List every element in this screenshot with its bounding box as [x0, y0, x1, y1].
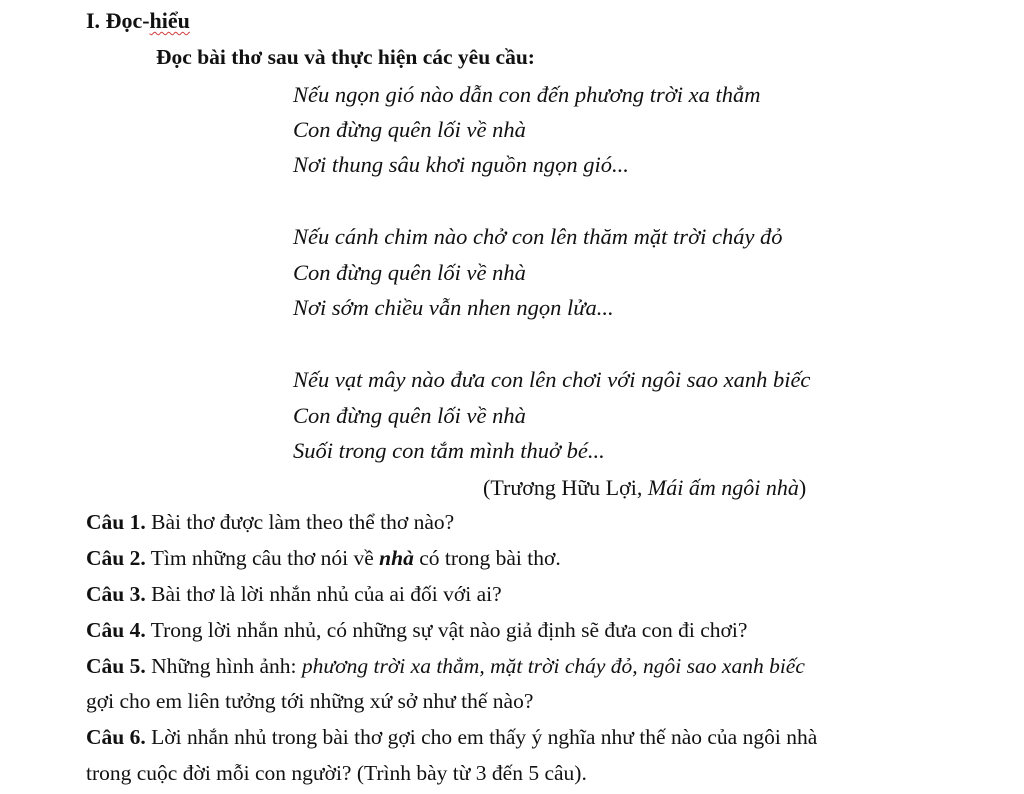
poem-line: Nơi thung sâu khơi nguồn ngọn gió...: [293, 152, 629, 177]
question-label: Câu 5.: [86, 654, 146, 678]
instruction-text: Đọc bài thơ sau và thực hiện các yêu cầu:: [156, 45, 535, 69]
question-text: Những hình ảnh:: [145, 654, 302, 678]
question-2: [86, 548, 561, 570]
question-6-continued: trong cuộc đời mỗi con người? (Trình bày từ 3 đến 5 câu).: [86, 761, 587, 785]
question-text: có trong bài thơ.: [413, 546, 561, 570]
question-6: [86, 727, 817, 749]
question-emphasis: nhà: [379, 546, 414, 570]
poem-line: Con đừng quên lối về nhà: [293, 260, 526, 285]
question-text: Bài thơ được làm theo thể thơ nào?: [145, 510, 455, 534]
poem-line: Nếu ngọn gió nào dẫn con đến phương trời xa thẳm: [293, 82, 761, 107]
question-label: Câu 2.: [86, 546, 146, 570]
question-1: [86, 512, 454, 534]
poem-citation: [483, 477, 806, 499]
question-label: Câu 1.: [86, 510, 146, 534]
citation-author: (Trương Hữu Lợi,: [483, 475, 648, 500]
question-text: Tìm những câu thơ nói về: [145, 546, 380, 570]
poem-line: Nơi sớm chiều vẫn nhen ngọn lửa...: [293, 295, 614, 320]
question-5-continued: gợi cho em liên tưởng tới những xứ sở như thế nào?: [86, 689, 534, 713]
question-label: Câu 4.: [86, 618, 146, 642]
question-text: Bài thơ là lời nhắn nhủ của ai đối với ai?: [145, 582, 502, 606]
section-title: Đọc-: [105, 8, 150, 33]
poem-line: Nếu vạt mây nào đưa con lên chơi với ngôi sao xanh biếc: [293, 367, 811, 392]
section-heading: [86, 10, 190, 32]
question-3: [86, 584, 502, 606]
question-label: Câu 3.: [86, 582, 146, 606]
question-text: Lời nhắn nhủ trong bài thơ gợi cho em thấy ý nghĩa như thế nào của ngôi nhà: [145, 725, 818, 749]
question-italic-phrase: phương trời xa thẳm, mặt trời cháy đỏ, ngôi sao xanh biếc: [301, 654, 805, 678]
poem-line: Suối trong con tắm mình thuở bé...: [293, 438, 605, 463]
poem-line: Nếu cánh chim nào chở con lên thăm mặt trời cháy đỏ: [293, 224, 783, 249]
poem-line: Con đừng quên lối về nhà: [293, 117, 526, 142]
spellcheck-flagged-word: hiểu: [149, 8, 190, 33]
question-5: [86, 656, 805, 678]
question-4: [86, 620, 747, 642]
poem-line: Con đừng quên lối về nhà: [293, 403, 526, 428]
question-text: Trong lời nhắn nhủ, có những sự vật nào giả định sẽ đưa con đi chơi?: [145, 618, 748, 642]
question-label: Câu 6.: [86, 725, 146, 749]
section-number: I.: [86, 8, 106, 33]
citation-close: ): [798, 475, 807, 500]
citation-book-title: Mái ấm ngôi nhà: [647, 475, 799, 500]
